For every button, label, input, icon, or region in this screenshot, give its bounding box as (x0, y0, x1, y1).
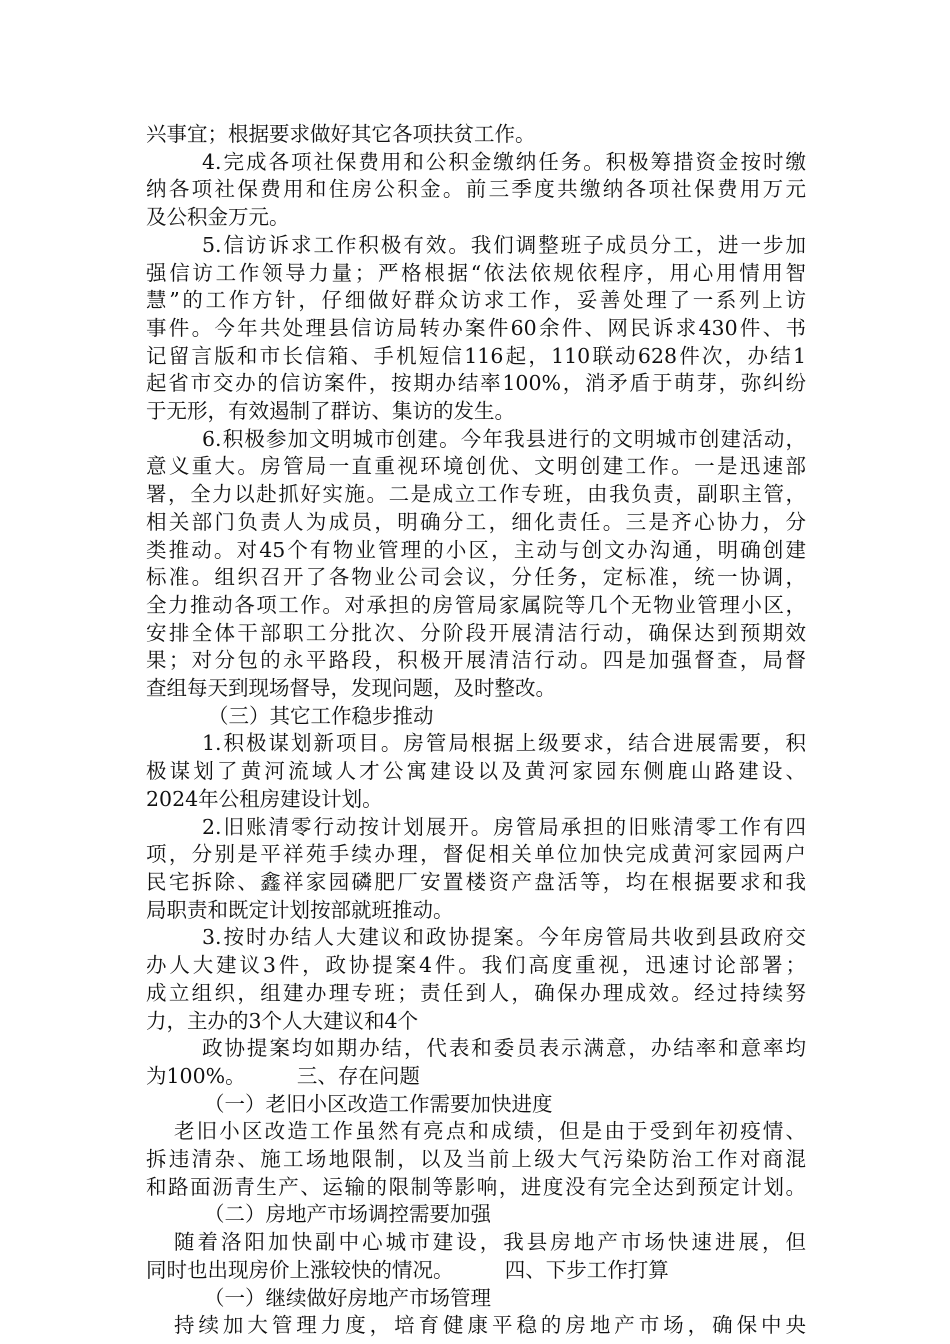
text-line: 意义重大。房管局一直重视环境创优、文明创建工作。一是迅速部 (146, 454, 806, 479)
text-line: 记留言版和市长信箱、手机短信116起，110联动628件次，办结1 (146, 343, 806, 368)
text-line: 极谋划了黄河流域人才公寓建设以及黄河家园东侧鹿山路建设、 (146, 759, 806, 784)
text-line: 政协提案均如期办结，代表和委员表示满意，办结率和意率均 (202, 1036, 806, 1061)
text-line: 5.信访诉求工作积极有效。我们调整班子成员分工，进一步加 (202, 232, 806, 257)
text-line: 2.旧账清零行动按计划展开。房管局承担的旧账清零工作有四 (202, 814, 806, 839)
text-line: 3.按时办结人大建议和政协提案。今年房管局共收到县政府交 (202, 925, 806, 950)
text-line: 1.积极谋划新项目。房管局根据上级要求，结合进展需要，积 (202, 731, 806, 756)
text-line: 同时也出现房价上涨较快的情况。 四、下步工作打算 (146, 1257, 669, 1282)
text-line: 起省市交办的信访案件，按期办结率100%，消矛盾于萌芽，弥纠纷 (146, 371, 806, 396)
text-line: 安排全体干部职工分批次、分阶段开展清洁行动，确保达到预期效 (146, 620, 806, 645)
document-body (146, 121, 806, 1340)
text-line: 全力推动各项工作。对承担的房管局家属院等几个无物业管理小区， (146, 592, 806, 617)
text-line: 署，全力以赴抓好实施。二是成立工作专班，由我负责，副职主管， (146, 482, 806, 507)
text-line: 老旧小区改造工作虽然有亮点和成绩，但是由于受到年初疫情、 (174, 1119, 806, 1144)
text-line: 相关部门负责人为成员，明确分工，细化责任。三是齐心协力，分 (146, 509, 806, 534)
text-line: 民宅拆除、鑫祥家园磷肥厂安置楼资产盘活等，均在根据要求和我 (146, 869, 806, 894)
text-line: 局职责和既定计划按部就班推动。 (146, 897, 454, 922)
text-line: 事件。今年共处理县信访局转办案件60余件、网民诉求430件、书 (146, 315, 806, 340)
section-heading: （二）房地产市场调控需要加强 (204, 1202, 491, 1227)
text-line: 兴事宜；根据要求做好其它各项扶贫工作。 (146, 122, 536, 146)
text-line: 办人大建议3件，政协提案4件。我们高度重视，迅速讨论部署； (146, 953, 806, 978)
text-line: 标准。组织召开了各物业公司会议，分任务，定标准，统一协调， (146, 565, 806, 590)
text-line: 纳各项社保费用和住房公积金。前三季度共缴纳各项社保费用万元 (146, 177, 806, 202)
text-line: 4.完成各项社保费用和公积金缴纳任务。积极筹措资金按时缴 (202, 149, 806, 174)
text-line: 强信访工作领导力量；严格根据“依法依规依程序，用心用情用智 (146, 260, 806, 285)
text-line: 慧”的工作方针，仔细做好群众访求工作，妥善处理了一系列上访 (146, 288, 806, 313)
text-line: 项，分别是平祥苑手续办理，督促相关单位加快完成黄河家园两户 (146, 842, 806, 867)
text-line: 和路面沥青生产、运输的限制等影响，进度没有完全达到预定计划。 (146, 1174, 806, 1199)
section-heading: （一）继续做好房地产市场管理 (204, 1285, 491, 1310)
text-line: 为100%。 三、存在问题 (146, 1063, 420, 1088)
section-heading: （三）其它工作稳步推动 (208, 703, 434, 728)
text-line: 于无形，有效遏制了群访、集访的发生。 (146, 399, 515, 424)
text-line: 6.积极参加文明城市创建。今年我县进行的文明城市创建活动， (202, 426, 806, 451)
text-line: 拆违清杂、施工场地限制，以及当前上级大气污染防治工作对商混 (146, 1147, 806, 1172)
text-line: 及公积金万元。 (146, 205, 290, 230)
text-line: 查组每天到现场督导，发现问题，及时整改。 (146, 676, 556, 701)
text-line: 力，主办的3个人大建议和4个 (146, 1008, 419, 1033)
text-line: 随着洛阳加快副中心城市建设，我县房地产市场快速进展，但 (174, 1230, 806, 1255)
text-line: 果；对分包的永平路段，积极开展清洁行动。四是加强督查，局督 (146, 648, 806, 673)
text-line: 持续加大管理力度，培育健康平稳的房地产市场，确保中央 (174, 1313, 806, 1338)
text-line: 成立组织，组建办理专班；责任到人，确保办理成效。经过持续努 (146, 980, 806, 1005)
text-line: 类推动。对45个有物业管理的小区，主动与创文办沟通，明确创建 (146, 537, 806, 562)
section-heading: （一）老旧小区改造工作需要加快进度 (204, 1091, 553, 1116)
text-line: 2024年公租房建设计划。 (146, 786, 383, 811)
